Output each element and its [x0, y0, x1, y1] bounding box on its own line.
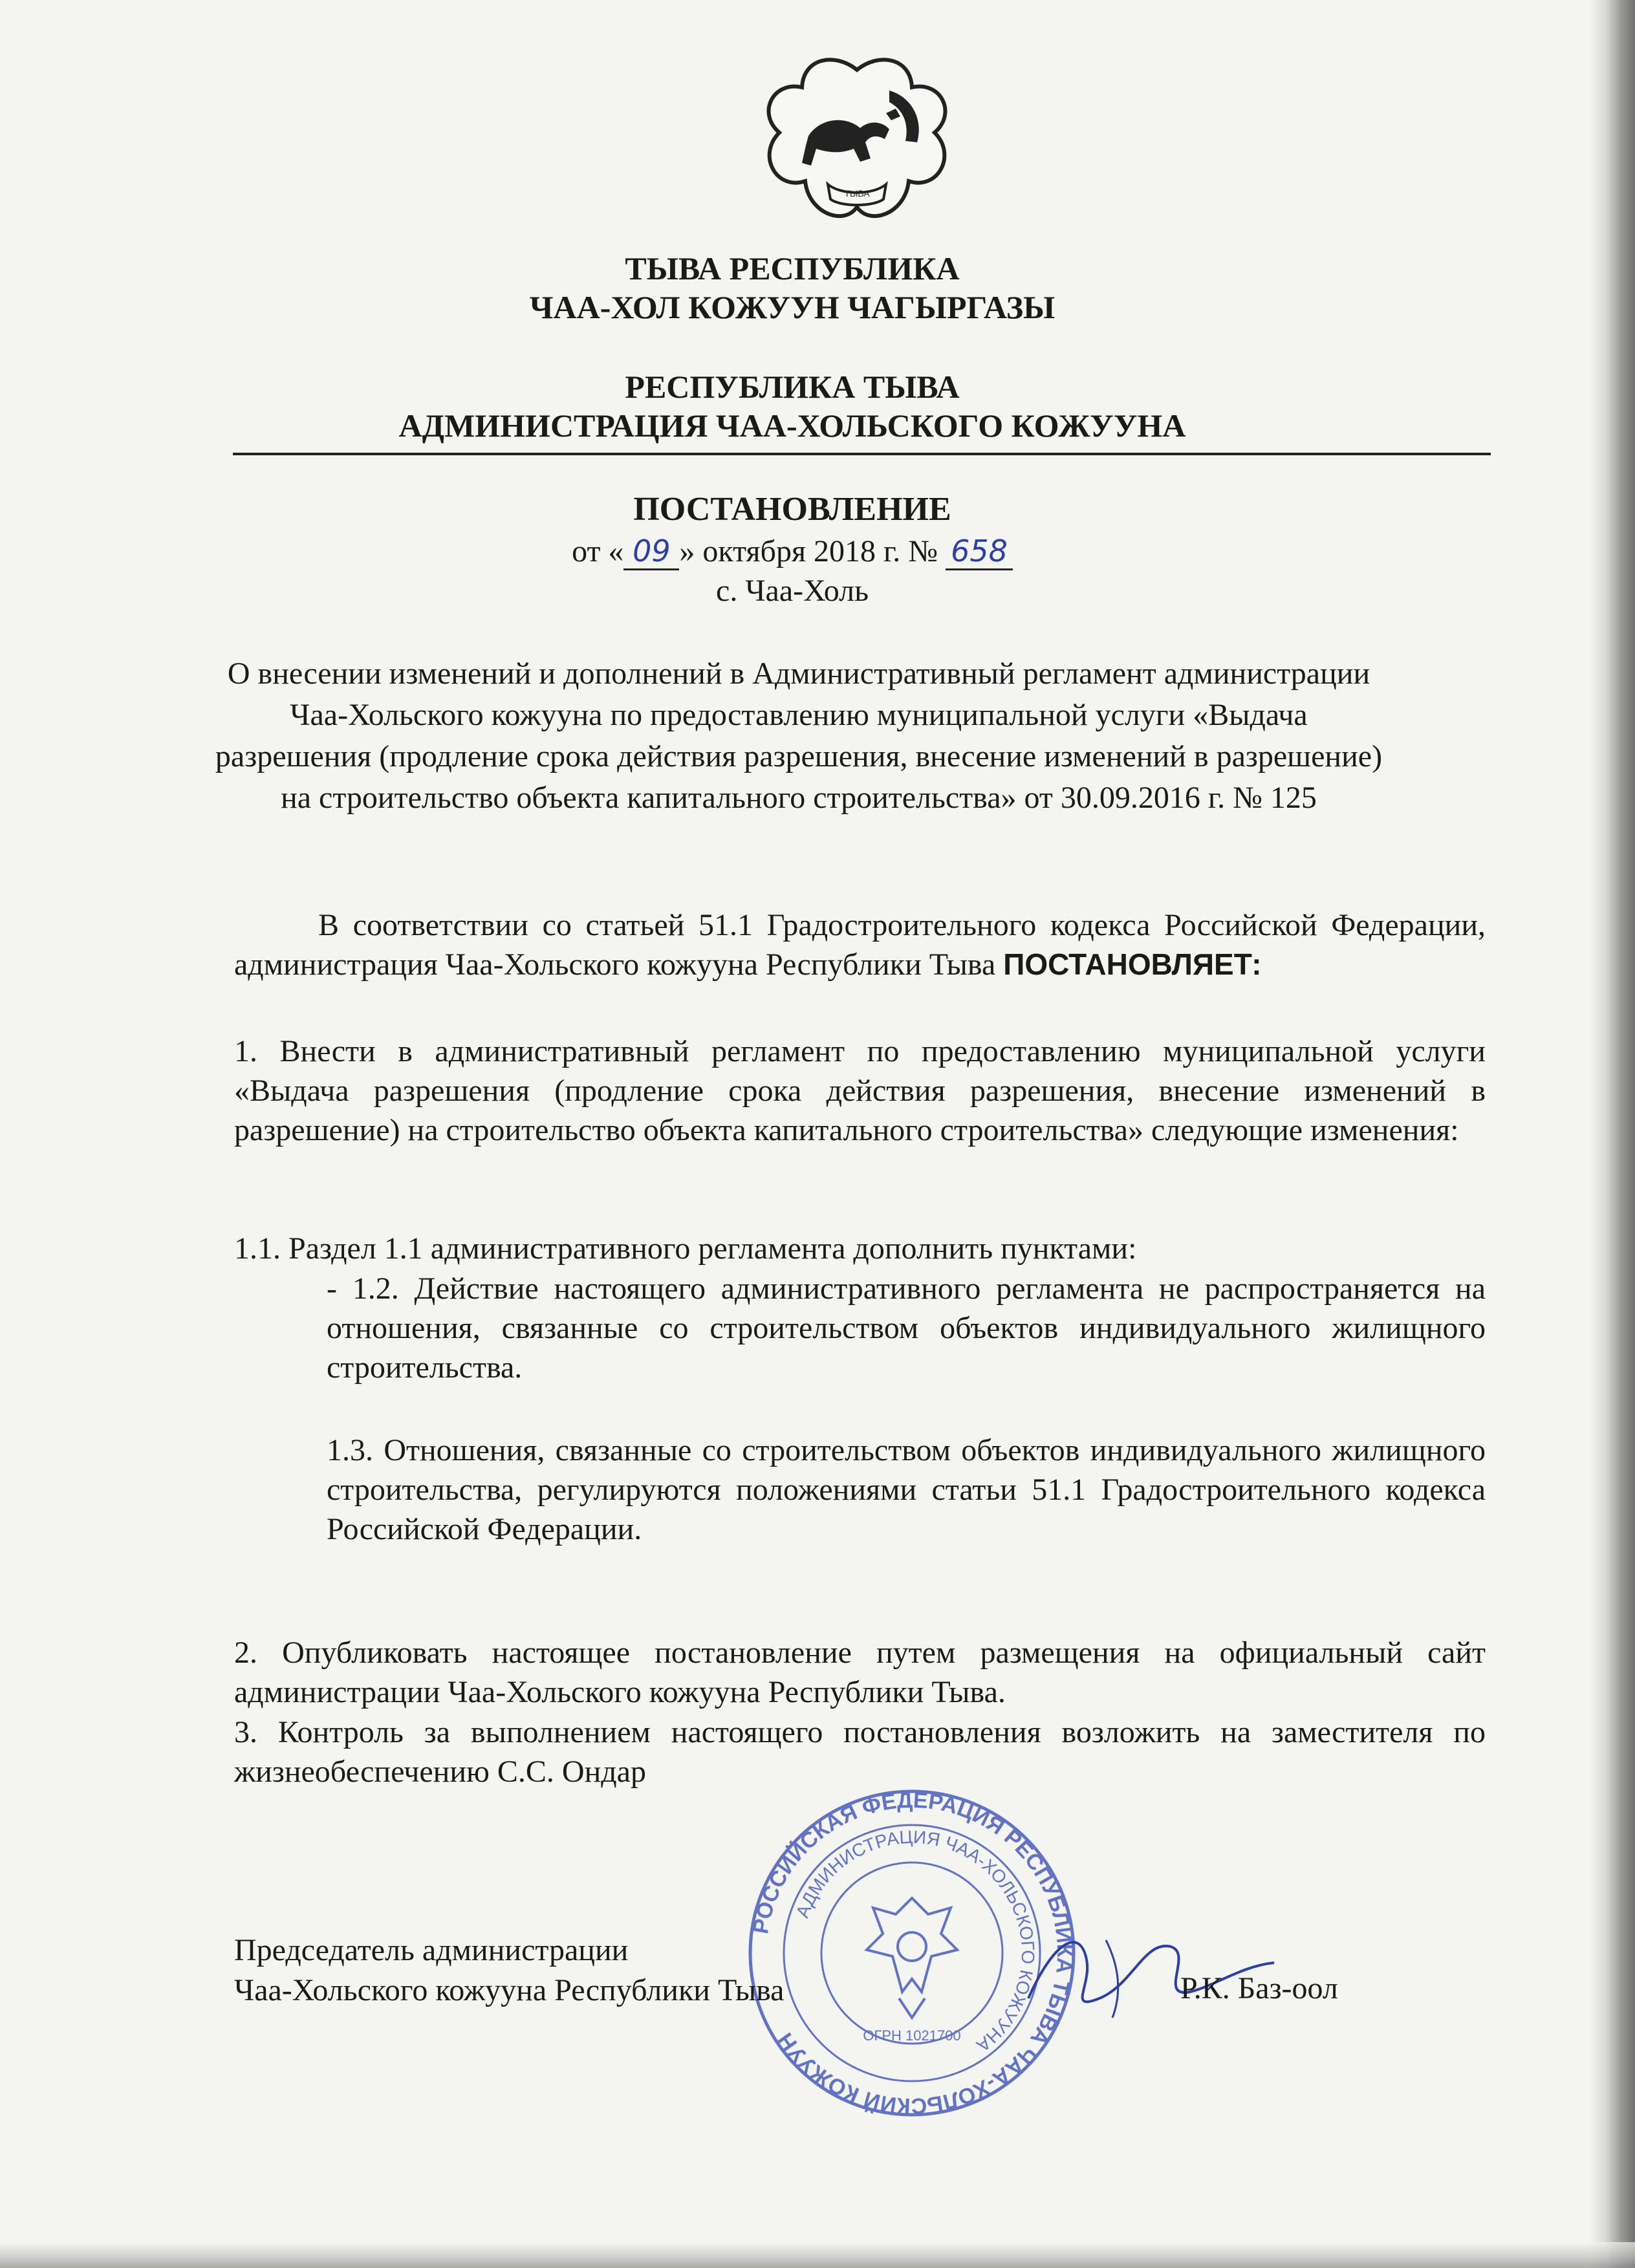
item-1: 1. Внести в административный регламент по предоставлению муниципальной услуги «Выдача разрешения (продление срока действия разрешения, внесение изменений в разрешение) на строительство объекта капитального строительства» следующие изменения: — [234, 1034, 1486, 1147]
header-russian-admin: АДМИНИСТРАЦИЯ ЧАА-ХОЛЬСКОГО КОЖУУНА — [398, 407, 1186, 444]
coat-of-arms-emblem — [757, 52, 957, 239]
header-tyvan-republic: ТЫВА РЕСПУБЛИКА — [625, 250, 960, 286]
date-prefix: от « — [572, 534, 624, 568]
item-1-2: - 1.2. Действие настоящего административного регламента не распространяется на отношения, связанные со строительством объектов индивидуального жилищного строительства. — [327, 1271, 1486, 1385]
scan-edge-shadow — [1590, 0, 1635, 2268]
document-date-line — [194, 534, 1391, 570]
scan-bottom-shadow — [0, 2242, 1635, 2268]
header-tyvan-admin: ЧАА-ХОЛ КОЖУУН ЧАГЫРГАЗЫ — [529, 289, 1056, 325]
signatory-position — [234, 1930, 784, 2011]
stamp-eagle-icon — [867, 1898, 957, 2018]
intro-text: В соответствии со статьей 51.1 Градостроительного кодекса Российской Федерации, администрация Чаа-Хольского кожууна Республики Тыва — [234, 908, 1486, 982]
date-middle: » октября 2018 г. № — [679, 534, 938, 568]
date-day-handwritten: 09 — [623, 534, 679, 570]
handwritten-signature — [1009, 1901, 1281, 2031]
document-title: ПОСТАНОВЛЕНИЕ — [633, 491, 951, 528]
header-russian-republic: РЕСПУБЛИКА ТЫВА — [625, 369, 960, 405]
intro-paragraph — [234, 905, 1486, 984]
header-divider — [233, 453, 1491, 455]
document-place: с. Чаа-Холь — [716, 574, 869, 608]
stamp-inner-text: АДМИНИСТРАЦИЯ ЧАА-ХОЛЬСКОГО КОЖУУНА — [792, 1826, 1039, 2056]
item-1-1: 1.1. Раздел 1.1 административного регламента дополнить пунктами: — [234, 1231, 1137, 1266]
signatory-position-line1: Председатель администрации — [234, 1933, 629, 1967]
decree-word: ПОСТАНОВЛЯЕТ: — [1003, 947, 1262, 981]
item-3: 3. Контроль за выполнением настоящего постановления возложить на заместителя по жизнеобеспечению С.С. Ондар — [234, 1715, 1486, 1789]
signatory-position-line2: Чаа-Хольского кожууна Республики Тыва — [234, 1973, 785, 2007]
document-number-handwritten: 658 — [946, 534, 1013, 570]
stamp-outer-text: РОССИЙСКАЯ ФЕДЕРАЦИЯ РЕСПУБЛИКА ТЫВА ЧАА-ХОЛЬСКИЙ КОЖУУН — [748, 1787, 1077, 2119]
document-subject: О внесении изменений и дополнений в Административный регламент администрации Чаа-Хольского кожууна по предоставлению муниципальной услуги «Выдача разрешения (продление срока действия разрешения, внесение изменений в разрешение) на строительство объекта капитального строительства» от 30.09.2016 г. № 125 — [215, 656, 1383, 815]
item-1-3: 1.3. Отношения, связанные со строительством объектов индивидуального жилищного строительства, регулируются положениями статьи 51.1 Градостроительного кодекса Российской Федерации. — [327, 1433, 1486, 1546]
stamp-ogrn: ОГРН 1021700 — [863, 2027, 961, 2044]
signatory-name: Р.К. Баз-оол — [1180, 1971, 1338, 2005]
item-2: 2. Опубликовать настоящее постановление путем размещения на официальный сайт администрации Чаа-Хольского кожууна Республики Тыва. — [234, 1636, 1486, 1709]
emblem-ribbon-text: ТЫВА — [844, 188, 870, 199]
